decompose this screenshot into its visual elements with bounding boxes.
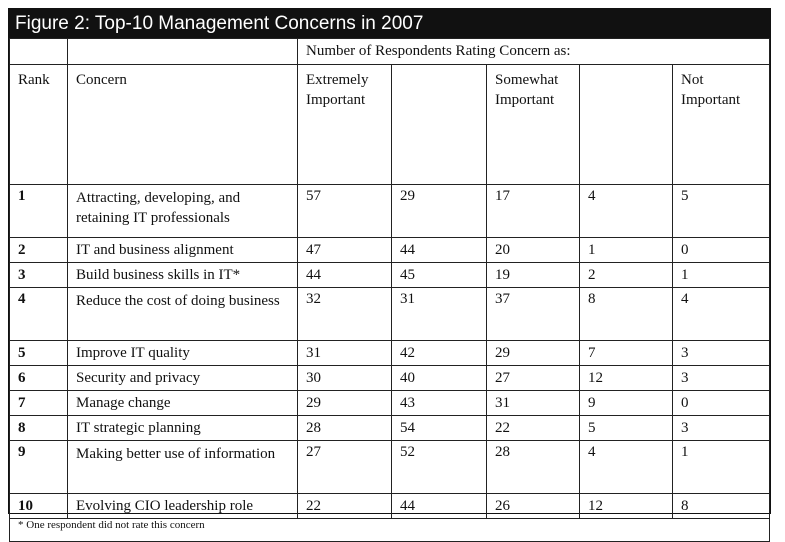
value-cell: 31 — [298, 341, 392, 366]
table-row — [10, 494, 770, 519]
concern-cell: Reduce the cost of doing business — [68, 288, 298, 341]
table-row — [10, 441, 770, 494]
value-cell: 5 — [580, 416, 673, 441]
value-cell: 4 — [673, 288, 770, 341]
value-cell: 42 — [392, 341, 487, 366]
col-header-somewhat-important: Somewhat Important — [487, 65, 580, 185]
concern-cell: Improve IT quality — [68, 341, 298, 366]
empty-cell — [10, 39, 68, 65]
value-cell: 31 — [392, 288, 487, 341]
rank-cell: 10 — [10, 494, 68, 519]
value-cell: 9 — [580, 391, 673, 416]
value-cell: 0 — [673, 391, 770, 416]
value-cell: 27 — [487, 366, 580, 391]
value-cell: 8 — [673, 494, 770, 519]
col-header-blank — [392, 65, 487, 185]
value-cell: 29 — [392, 185, 487, 238]
table-row — [10, 416, 770, 441]
table-row — [10, 391, 770, 416]
value-cell: 22 — [487, 416, 580, 441]
value-cell: 40 — [392, 366, 487, 391]
table-row — [10, 238, 770, 263]
value-cell: 5 — [673, 185, 770, 238]
rank-cell: 1 — [10, 185, 68, 238]
footnote-row — [10, 519, 770, 542]
rank-cell: 5 — [10, 341, 68, 366]
value-cell: 1 — [673, 441, 770, 494]
value-cell: 1 — [580, 238, 673, 263]
value-cell: 45 — [392, 263, 487, 288]
value-cell: 8 — [580, 288, 673, 341]
value-cell: 30 — [298, 366, 392, 391]
value-cell: 1 — [673, 263, 770, 288]
group-header-row — [10, 39, 770, 65]
rank-cell: 8 — [10, 416, 68, 441]
group-header: Number of Respondents Rating Concern as: — [298, 39, 770, 65]
rank-cell: 2 — [10, 238, 68, 263]
value-cell: 52 — [392, 441, 487, 494]
concern-cell: Attracting, developing, and retaining IT professionals — [68, 185, 298, 238]
value-cell: 19 — [487, 263, 580, 288]
value-cell: 43 — [392, 391, 487, 416]
col-header-blank — [580, 65, 673, 185]
value-cell: 28 — [487, 441, 580, 494]
value-cell: 4 — [580, 185, 673, 238]
concern-cell: Manage change — [68, 391, 298, 416]
column-header-row — [10, 65, 770, 185]
value-cell: 12 — [580, 494, 673, 519]
concern-cell: Evolving CIO leadership role — [68, 494, 298, 519]
value-cell: 26 — [487, 494, 580, 519]
concern-cell: Build business skills in IT* — [68, 263, 298, 288]
table-row — [10, 366, 770, 391]
value-cell: 0 — [673, 238, 770, 263]
footnote: * One respondent did not rate this concern — [10, 519, 770, 542]
value-cell: 4 — [580, 441, 673, 494]
value-cell: 3 — [673, 416, 770, 441]
value-cell: 32 — [298, 288, 392, 341]
value-cell: 29 — [298, 391, 392, 416]
value-cell: 44 — [392, 238, 487, 263]
value-cell: 27 — [298, 441, 392, 494]
value-cell: 31 — [487, 391, 580, 416]
figure — [8, 8, 771, 531]
col-header-concern: Concern — [68, 65, 298, 185]
value-cell: 20 — [487, 238, 580, 263]
value-cell: 57 — [298, 185, 392, 238]
value-cell: 12 — [580, 366, 673, 391]
concern-cell: IT and business alignment — [68, 238, 298, 263]
value-cell: 7 — [580, 341, 673, 366]
value-cell: 54 — [392, 416, 487, 441]
value-cell: 37 — [487, 288, 580, 341]
value-cell: 44 — [392, 494, 487, 519]
value-cell: 22 — [298, 494, 392, 519]
rank-cell: 4 — [10, 288, 68, 341]
concern-cell: Making better use of information — [68, 441, 298, 494]
concerns-table — [9, 38, 770, 542]
empty-cell — [68, 39, 298, 65]
value-cell: 44 — [298, 263, 392, 288]
table-row — [10, 185, 770, 238]
value-cell: 28 — [298, 416, 392, 441]
rank-cell: 3 — [10, 263, 68, 288]
col-header-rank: Rank — [10, 65, 68, 185]
value-cell: 29 — [487, 341, 580, 366]
value-cell: 3 — [673, 341, 770, 366]
rank-cell: 6 — [10, 366, 68, 391]
figure-title: Figure 2: Top-10 Management Concerns in 2007 — [9, 9, 770, 38]
rank-cell: 9 — [10, 441, 68, 494]
value-cell: 2 — [580, 263, 673, 288]
concern-cell: IT strategic planning — [68, 416, 298, 441]
table-row — [10, 263, 770, 288]
value-cell: 47 — [298, 238, 392, 263]
value-cell: 3 — [673, 366, 770, 391]
rank-cell: 7 — [10, 391, 68, 416]
value-cell: 17 — [487, 185, 580, 238]
table-row — [10, 341, 770, 366]
col-header-not-important: Not Important — [673, 65, 770, 185]
col-header-extremely-important: Extremely Important — [298, 65, 392, 185]
concern-cell: Security and privacy — [68, 366, 298, 391]
table-row — [10, 288, 770, 341]
